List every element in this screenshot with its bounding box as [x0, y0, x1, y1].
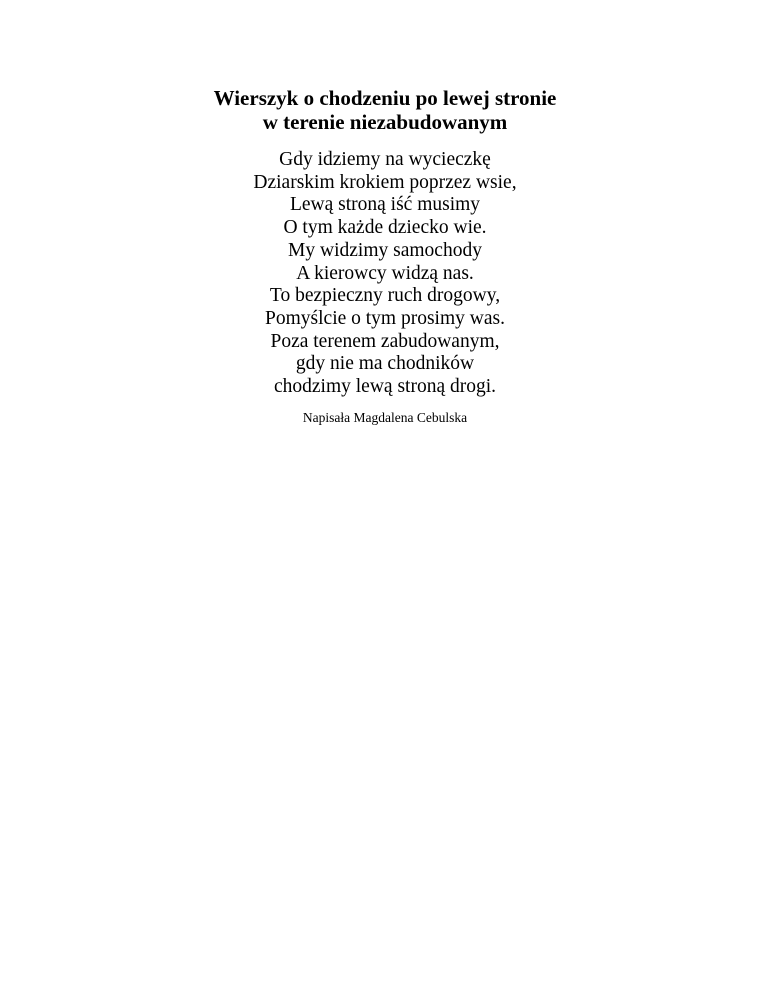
poem-line: O tym każde dziecko wie.	[283, 217, 487, 239]
poem-line: Pomyślcie o tym prosimy was.	[265, 307, 505, 329]
poem-title	[0, 86, 768, 134]
title-line-1: Wierszyk o chodzeniu po lewej stronie	[213, 86, 557, 110]
poem-line: To bezpieczny ruch drogowy,	[269, 285, 501, 307]
poem-line: Dziarskim krokiem poprzez wsie,	[253, 171, 517, 193]
poem-line: A kierowcy widzą nas.	[296, 262, 474, 284]
poem-line: My widzimy samochody	[288, 239, 482, 261]
poem-line: Gdy idziemy na wycieczkę	[279, 149, 491, 170]
author-credit: Napisała Magdalena Cebulska	[302, 410, 468, 425]
poem-line: Lewą stroną iść musimy	[289, 194, 481, 216]
poem-body	[0, 149, 768, 399]
poem-line: chodzimy lewą stroną drogi.	[273, 376, 497, 398]
poem-line: gdy nie ma chodników	[295, 353, 475, 375]
title-line-2: w terenie niezabudowanym	[262, 110, 508, 134]
poem-line: Poza terenem zabudowanym,	[270, 330, 500, 352]
